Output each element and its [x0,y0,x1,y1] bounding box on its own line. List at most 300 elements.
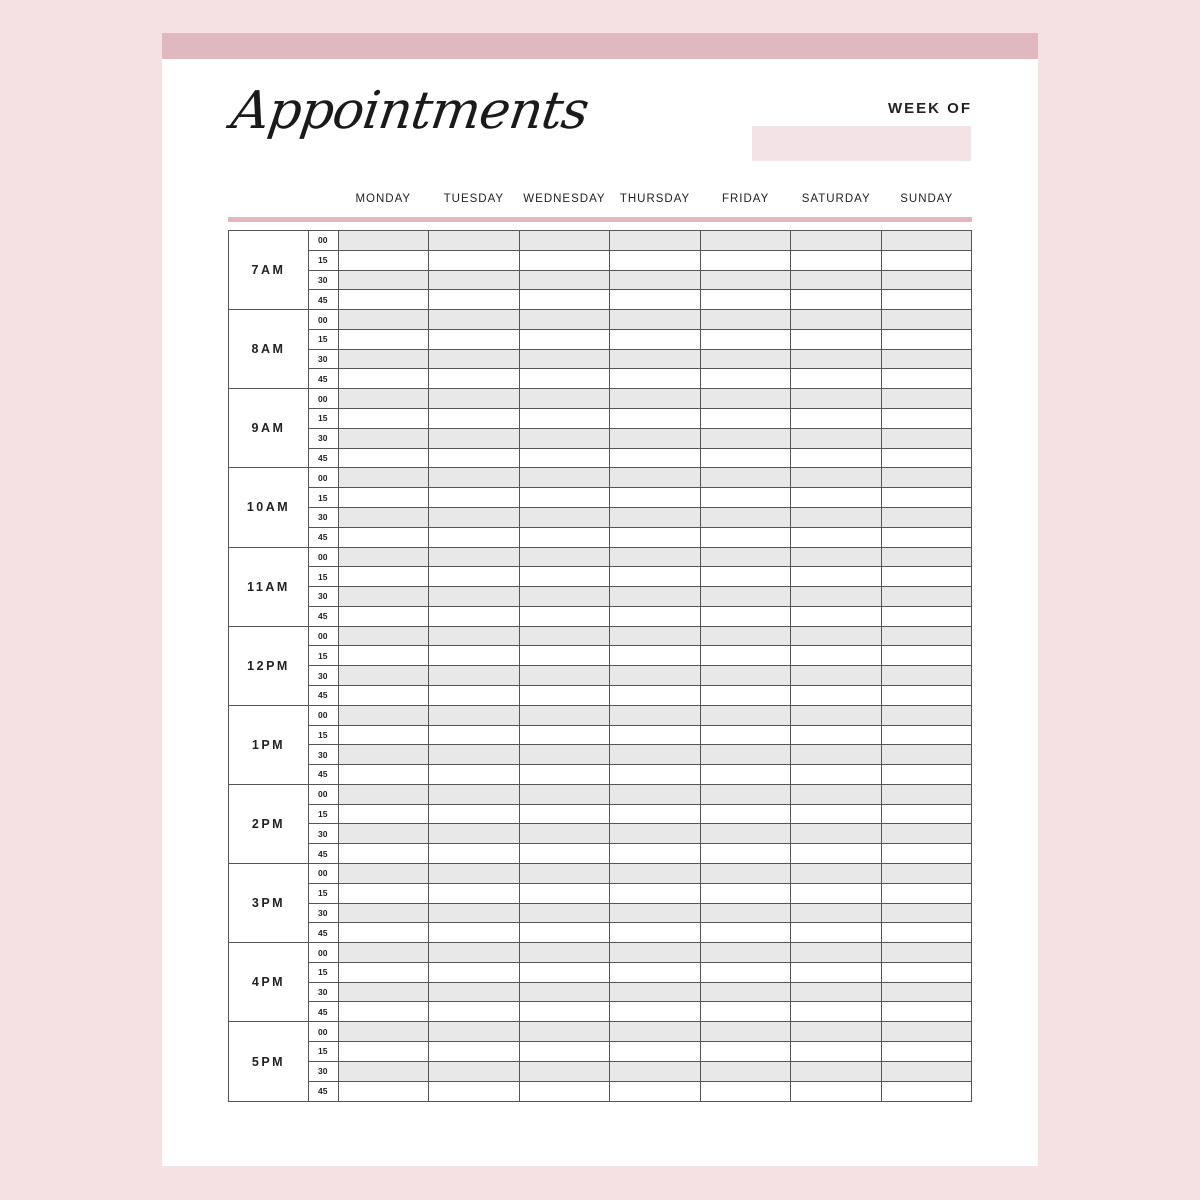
slot-cell-tuesday[interactable] [429,962,519,982]
slot-cell-friday[interactable] [700,864,790,884]
slot-cell-wednesday[interactable] [519,349,609,369]
slot-cell-thursday[interactable] [610,844,700,864]
slot-cell-saturday[interactable] [791,547,881,567]
slot-cell-saturday[interactable] [791,883,881,903]
slot-cell-sunday[interactable] [881,666,971,686]
slot-cell-thursday[interactable] [610,1061,700,1081]
slot-cell-friday[interactable] [700,507,790,527]
slot-cell-friday[interactable] [700,1061,790,1081]
slot-cell-wednesday[interactable] [519,844,609,864]
slot-cell-thursday[interactable] [610,982,700,1002]
slot-cell-wednesday[interactable] [519,685,609,705]
slot-cell-sunday[interactable] [881,587,971,607]
slot-cell-wednesday[interactable] [519,1081,609,1101]
slot-cell-thursday[interactable] [610,231,700,251]
slot-cell-friday[interactable] [700,428,790,448]
slot-cell-saturday[interactable] [791,824,881,844]
slot-cell-wednesday[interactable] [519,765,609,785]
slot-cell-saturday[interactable] [791,685,881,705]
slot-cell-thursday[interactable] [610,883,700,903]
slot-cell-friday[interactable] [700,448,790,468]
slot-cell-friday[interactable] [700,468,790,488]
slot-cell-sunday[interactable] [881,409,971,429]
slot-cell-friday[interactable] [700,1042,790,1062]
slot-cell-thursday[interactable] [610,923,700,943]
slot-cell-friday[interactable] [700,784,790,804]
slot-cell-tuesday[interactable] [429,646,519,666]
slot-cell-wednesday[interactable] [519,567,609,587]
slot-cell-friday[interactable] [700,1002,790,1022]
slot-cell-monday[interactable] [339,705,429,725]
slot-cell-saturday[interactable] [791,804,881,824]
slot-cell-saturday[interactable] [791,626,881,646]
slot-cell-thursday[interactable] [610,349,700,369]
slot-cell-tuesday[interactable] [429,567,519,587]
slot-cell-monday[interactable] [339,468,429,488]
slot-cell-sunday[interactable] [881,943,971,963]
slot-cell-wednesday[interactable] [519,290,609,310]
slot-cell-saturday[interactable] [791,646,881,666]
slot-cell-thursday[interactable] [610,943,700,963]
slot-cell-wednesday[interactable] [519,329,609,349]
slot-cell-saturday[interactable] [791,844,881,864]
slot-cell-friday[interactable] [700,488,790,508]
slot-cell-thursday[interactable] [610,1002,700,1022]
slot-cell-sunday[interactable] [881,567,971,587]
slot-cell-thursday[interactable] [610,270,700,290]
slot-cell-thursday[interactable] [610,1022,700,1042]
slot-cell-saturday[interactable] [791,962,881,982]
slot-cell-tuesday[interactable] [429,231,519,251]
slot-cell-sunday[interactable] [881,824,971,844]
slot-cell-saturday[interactable] [791,270,881,290]
slot-cell-wednesday[interactable] [519,1022,609,1042]
slot-cell-thursday[interactable] [610,705,700,725]
slot-cell-tuesday[interactable] [429,1022,519,1042]
slot-cell-tuesday[interactable] [429,329,519,349]
slot-cell-monday[interactable] [339,982,429,1002]
slot-cell-wednesday[interactable] [519,1061,609,1081]
slot-cell-monday[interactable] [339,428,429,448]
slot-cell-thursday[interactable] [610,725,700,745]
slot-cell-friday[interactable] [700,725,790,745]
slot-cell-wednesday[interactable] [519,310,609,330]
slot-cell-friday[interactable] [700,389,790,409]
slot-cell-thursday[interactable] [610,824,700,844]
slot-cell-wednesday[interactable] [519,587,609,607]
slot-cell-saturday[interactable] [791,982,881,1002]
slot-cell-friday[interactable] [700,685,790,705]
slot-cell-monday[interactable] [339,448,429,468]
slot-cell-monday[interactable] [339,606,429,626]
slot-cell-friday[interactable] [700,666,790,686]
slot-cell-monday[interactable] [339,507,429,527]
slot-cell-friday[interactable] [700,567,790,587]
slot-cell-tuesday[interactable] [429,587,519,607]
slot-cell-thursday[interactable] [610,389,700,409]
slot-cell-wednesday[interactable] [519,705,609,725]
slot-cell-thursday[interactable] [610,329,700,349]
slot-cell-friday[interactable] [700,923,790,943]
slot-cell-thursday[interactable] [610,468,700,488]
slot-cell-sunday[interactable] [881,290,971,310]
slot-cell-friday[interactable] [700,606,790,626]
slot-cell-sunday[interactable] [881,646,971,666]
slot-cell-saturday[interactable] [791,606,881,626]
slot-cell-saturday[interactable] [791,1022,881,1042]
slot-cell-thursday[interactable] [610,626,700,646]
slot-cell-saturday[interactable] [791,765,881,785]
slot-cell-saturday[interactable] [791,943,881,963]
slot-cell-tuesday[interactable] [429,310,519,330]
slot-cell-friday[interactable] [700,804,790,824]
slot-cell-monday[interactable] [339,567,429,587]
slot-cell-tuesday[interactable] [429,982,519,1002]
slot-cell-sunday[interactable] [881,270,971,290]
slot-cell-saturday[interactable] [791,409,881,429]
slot-cell-saturday[interactable] [791,468,881,488]
slot-cell-wednesday[interactable] [519,527,609,547]
slot-cell-tuesday[interactable] [429,369,519,389]
slot-cell-thursday[interactable] [610,903,700,923]
slot-cell-sunday[interactable] [881,745,971,765]
slot-cell-wednesday[interactable] [519,488,609,508]
slot-cell-monday[interactable] [339,1022,429,1042]
slot-cell-tuesday[interactable] [429,705,519,725]
slot-cell-friday[interactable] [700,527,790,547]
slot-cell-friday[interactable] [700,587,790,607]
slot-cell-monday[interactable] [339,725,429,745]
slot-cell-tuesday[interactable] [429,923,519,943]
slot-cell-saturday[interactable] [791,389,881,409]
slot-cell-friday[interactable] [700,310,790,330]
slot-cell-saturday[interactable] [791,705,881,725]
slot-cell-sunday[interactable] [881,1061,971,1081]
slot-cell-sunday[interactable] [881,1081,971,1101]
slot-cell-saturday[interactable] [791,428,881,448]
slot-cell-wednesday[interactable] [519,903,609,923]
slot-cell-wednesday[interactable] [519,547,609,567]
slot-cell-saturday[interactable] [791,567,881,587]
slot-cell-monday[interactable] [339,685,429,705]
slot-cell-monday[interactable] [339,527,429,547]
slot-cell-wednesday[interactable] [519,943,609,963]
slot-cell-wednesday[interactable] [519,626,609,646]
slot-cell-sunday[interactable] [881,844,971,864]
slot-cell-thursday[interactable] [610,784,700,804]
slot-cell-saturday[interactable] [791,488,881,508]
slot-cell-tuesday[interactable] [429,389,519,409]
slot-cell-wednesday[interactable] [519,606,609,626]
slot-cell-thursday[interactable] [610,864,700,884]
slot-cell-wednesday[interactable] [519,962,609,982]
slot-cell-tuesday[interactable] [429,883,519,903]
slot-cell-saturday[interactable] [791,369,881,389]
slot-cell-sunday[interactable] [881,349,971,369]
slot-cell-saturday[interactable] [791,1081,881,1101]
slot-cell-saturday[interactable] [791,864,881,884]
slot-cell-monday[interactable] [339,310,429,330]
slot-cell-tuesday[interactable] [429,507,519,527]
slot-cell-friday[interactable] [700,231,790,251]
slot-cell-sunday[interactable] [881,547,971,567]
slot-cell-monday[interactable] [339,329,429,349]
slot-cell-friday[interactable] [700,903,790,923]
slot-cell-wednesday[interactable] [519,1002,609,1022]
slot-cell-monday[interactable] [339,1002,429,1022]
slot-cell-saturday[interactable] [791,250,881,270]
slot-cell-monday[interactable] [339,784,429,804]
slot-cell-monday[interactable] [339,666,429,686]
slot-cell-sunday[interactable] [881,310,971,330]
slot-cell-tuesday[interactable] [429,824,519,844]
slot-cell-sunday[interactable] [881,468,971,488]
slot-cell-monday[interactable] [339,864,429,884]
slot-cell-sunday[interactable] [881,369,971,389]
slot-cell-saturday[interactable] [791,448,881,468]
slot-cell-saturday[interactable] [791,310,881,330]
slot-cell-thursday[interactable] [610,488,700,508]
slot-cell-sunday[interactable] [881,448,971,468]
slot-cell-wednesday[interactable] [519,369,609,389]
slot-cell-tuesday[interactable] [429,409,519,429]
slot-cell-friday[interactable] [700,409,790,429]
slot-cell-sunday[interactable] [881,923,971,943]
slot-cell-tuesday[interactable] [429,626,519,646]
slot-cell-tuesday[interactable] [429,685,519,705]
slot-cell-monday[interactable] [339,1061,429,1081]
slot-cell-wednesday[interactable] [519,666,609,686]
slot-cell-tuesday[interactable] [429,784,519,804]
slot-cell-friday[interactable] [700,270,790,290]
slot-cell-tuesday[interactable] [429,468,519,488]
slot-cell-saturday[interactable] [791,903,881,923]
slot-cell-tuesday[interactable] [429,903,519,923]
slot-cell-wednesday[interactable] [519,745,609,765]
slot-cell-thursday[interactable] [610,1042,700,1062]
slot-cell-friday[interactable] [700,290,790,310]
slot-cell-saturday[interactable] [791,1061,881,1081]
slot-cell-tuesday[interactable] [429,527,519,547]
slot-cell-friday[interactable] [700,824,790,844]
slot-cell-tuesday[interactable] [429,488,519,508]
slot-cell-friday[interactable] [700,844,790,864]
slot-cell-thursday[interactable] [610,310,700,330]
slot-cell-monday[interactable] [339,349,429,369]
slot-cell-sunday[interactable] [881,982,971,1002]
slot-cell-sunday[interactable] [881,705,971,725]
slot-cell-monday[interactable] [339,231,429,251]
slot-cell-thursday[interactable] [610,606,700,626]
slot-cell-thursday[interactable] [610,587,700,607]
slot-cell-tuesday[interactable] [429,844,519,864]
slot-cell-monday[interactable] [339,943,429,963]
slot-cell-thursday[interactable] [610,745,700,765]
slot-cell-tuesday[interactable] [429,1061,519,1081]
slot-cell-wednesday[interactable] [519,507,609,527]
week-of-field[interactable] [752,126,971,161]
slot-cell-sunday[interactable] [881,250,971,270]
slot-cell-friday[interactable] [700,962,790,982]
slot-cell-saturday[interactable] [791,587,881,607]
slot-cell-saturday[interactable] [791,1002,881,1022]
slot-cell-sunday[interactable] [881,903,971,923]
slot-cell-friday[interactable] [700,329,790,349]
slot-cell-tuesday[interactable] [429,428,519,448]
slot-cell-friday[interactable] [700,646,790,666]
slot-cell-tuesday[interactable] [429,666,519,686]
slot-cell-friday[interactable] [700,765,790,785]
slot-cell-sunday[interactable] [881,784,971,804]
slot-cell-thursday[interactable] [610,527,700,547]
slot-cell-friday[interactable] [700,547,790,567]
slot-cell-sunday[interactable] [881,685,971,705]
slot-cell-saturday[interactable] [791,329,881,349]
slot-cell-wednesday[interactable] [519,725,609,745]
slot-cell-monday[interactable] [339,824,429,844]
slot-cell-wednesday[interactable] [519,883,609,903]
slot-cell-monday[interactable] [339,270,429,290]
slot-cell-tuesday[interactable] [429,943,519,963]
slot-cell-sunday[interactable] [881,962,971,982]
slot-cell-wednesday[interactable] [519,409,609,429]
slot-cell-tuesday[interactable] [429,864,519,884]
slot-cell-thursday[interactable] [610,409,700,429]
slot-cell-wednesday[interactable] [519,804,609,824]
slot-cell-monday[interactable] [339,626,429,646]
slot-cell-tuesday[interactable] [429,765,519,785]
slot-cell-tuesday[interactable] [429,349,519,369]
slot-cell-tuesday[interactable] [429,270,519,290]
slot-cell-saturday[interactable] [791,725,881,745]
slot-cell-saturday[interactable] [791,1042,881,1062]
slot-cell-monday[interactable] [339,844,429,864]
slot-cell-sunday[interactable] [881,626,971,646]
slot-cell-tuesday[interactable] [429,547,519,567]
slot-cell-thursday[interactable] [610,448,700,468]
slot-cell-wednesday[interactable] [519,824,609,844]
slot-cell-friday[interactable] [700,1022,790,1042]
slot-cell-tuesday[interactable] [429,1081,519,1101]
slot-cell-monday[interactable] [339,1042,429,1062]
slot-cell-thursday[interactable] [610,666,700,686]
slot-cell-tuesday[interactable] [429,1042,519,1062]
slot-cell-wednesday[interactable] [519,270,609,290]
slot-cell-monday[interactable] [339,587,429,607]
slot-cell-thursday[interactable] [610,1081,700,1101]
slot-cell-friday[interactable] [700,1081,790,1101]
slot-cell-friday[interactable] [700,745,790,765]
slot-cell-thursday[interactable] [610,507,700,527]
slot-cell-tuesday[interactable] [429,250,519,270]
slot-cell-wednesday[interactable] [519,1042,609,1062]
slot-cell-thursday[interactable] [610,646,700,666]
slot-cell-wednesday[interactable] [519,468,609,488]
slot-cell-saturday[interactable] [791,666,881,686]
slot-cell-monday[interactable] [339,488,429,508]
slot-cell-sunday[interactable] [881,1002,971,1022]
slot-cell-friday[interactable] [700,982,790,1002]
slot-cell-tuesday[interactable] [429,745,519,765]
slot-cell-sunday[interactable] [881,231,971,251]
slot-cell-sunday[interactable] [881,428,971,448]
slot-cell-thursday[interactable] [610,685,700,705]
slot-cell-saturday[interactable] [791,527,881,547]
slot-cell-wednesday[interactable] [519,923,609,943]
slot-cell-sunday[interactable] [881,527,971,547]
slot-cell-saturday[interactable] [791,349,881,369]
slot-cell-wednesday[interactable] [519,982,609,1002]
slot-cell-tuesday[interactable] [429,606,519,626]
slot-cell-friday[interactable] [700,943,790,963]
slot-cell-sunday[interactable] [881,507,971,527]
slot-cell-thursday[interactable] [610,250,700,270]
slot-cell-sunday[interactable] [881,488,971,508]
slot-cell-sunday[interactable] [881,765,971,785]
slot-cell-saturday[interactable] [791,507,881,527]
slot-cell-sunday[interactable] [881,606,971,626]
slot-cell-friday[interactable] [700,705,790,725]
slot-cell-sunday[interactable] [881,725,971,745]
slot-cell-monday[interactable] [339,1081,429,1101]
slot-cell-monday[interactable] [339,962,429,982]
slot-cell-saturday[interactable] [791,745,881,765]
slot-cell-friday[interactable] [700,626,790,646]
slot-cell-tuesday[interactable] [429,725,519,745]
slot-cell-tuesday[interactable] [429,804,519,824]
slot-cell-wednesday[interactable] [519,448,609,468]
slot-cell-sunday[interactable] [881,883,971,903]
slot-cell-sunday[interactable] [881,1022,971,1042]
slot-cell-wednesday[interactable] [519,389,609,409]
slot-cell-monday[interactable] [339,883,429,903]
slot-cell-monday[interactable] [339,903,429,923]
slot-cell-sunday[interactable] [881,864,971,884]
slot-cell-wednesday[interactable] [519,784,609,804]
slot-cell-monday[interactable] [339,804,429,824]
slot-cell-tuesday[interactable] [429,448,519,468]
slot-cell-saturday[interactable] [791,923,881,943]
slot-cell-thursday[interactable] [610,962,700,982]
slot-cell-wednesday[interactable] [519,250,609,270]
slot-cell-saturday[interactable] [791,290,881,310]
slot-cell-monday[interactable] [339,389,429,409]
slot-cell-wednesday[interactable] [519,646,609,666]
slot-cell-tuesday[interactable] [429,1002,519,1022]
slot-cell-wednesday[interactable] [519,864,609,884]
slot-cell-wednesday[interactable] [519,428,609,448]
slot-cell-friday[interactable] [700,349,790,369]
slot-cell-saturday[interactable] [791,231,881,251]
slot-cell-sunday[interactable] [881,329,971,349]
slot-cell-friday[interactable] [700,369,790,389]
slot-cell-tuesday[interactable] [429,290,519,310]
slot-cell-thursday[interactable] [610,547,700,567]
slot-cell-monday[interactable] [339,646,429,666]
slot-cell-friday[interactable] [700,250,790,270]
slot-cell-sunday[interactable] [881,389,971,409]
slot-cell-thursday[interactable] [610,428,700,448]
slot-cell-thursday[interactable] [610,765,700,785]
slot-cell-monday[interactable] [339,765,429,785]
slot-cell-monday[interactable] [339,547,429,567]
slot-cell-thursday[interactable] [610,290,700,310]
slot-cell-monday[interactable] [339,745,429,765]
slot-cell-thursday[interactable] [610,804,700,824]
slot-cell-monday[interactable] [339,409,429,429]
slot-cell-thursday[interactable] [610,369,700,389]
slot-cell-monday[interactable] [339,923,429,943]
